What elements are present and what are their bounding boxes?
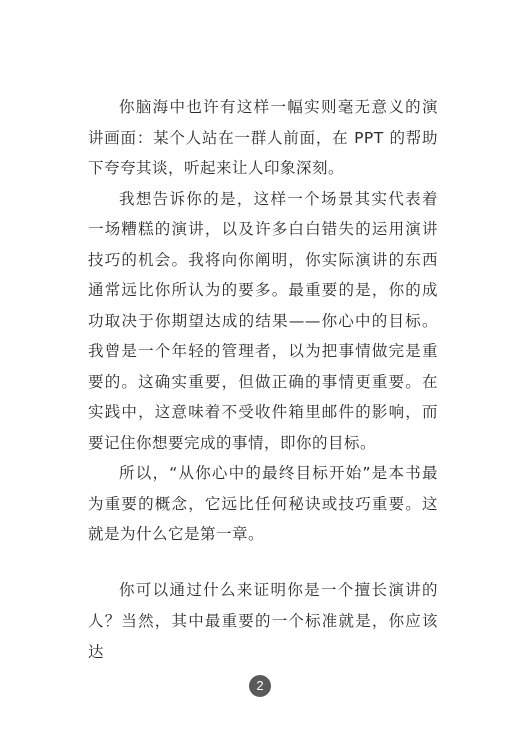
- paragraph-4: 你可以通过什么来证明你是一个擅长演讲的人？当然，其中最重要的一个标准就是，你应该达: [88, 581, 438, 661]
- page-number-badge: 2: [249, 675, 271, 697]
- paragraph-2: 我想告诉你的是，这样一个场景其实代表着一场糟糕的演讲，以及许多白白错失的运用演讲技巧的机会。我将向你阐明，你实际演讲的东西通常远比你所认为的要多。最重要的是，你的成功取决于你期望达成的结果——你心中的目标。我曾是一个年轻的管理者，以为把事情做完是重要的。这确实重要，但做正确的事情更重要。在实践中，这意味着不受收件箱里邮件的影响，而要记住你想要完成的事情，即你的目标。: [88, 189, 438, 452]
- paragraph-3: 所以，“从你心中的最终目标开始”是本书最为重要的概念，它远比任何秘诀或技巧重要。这就是为什么它是第一章。: [88, 464, 438, 543]
- continuation-text: [88, 575, 438, 668]
- body-text: [88, 92, 438, 550]
- paragraph-1: 你脑海中也许有这样一幅实则毫无意义的演讲画面：某个人站在一群人前面，在 PPT 的帮助下夸夸其谈，听起来让人印象深刻。: [88, 98, 438, 177]
